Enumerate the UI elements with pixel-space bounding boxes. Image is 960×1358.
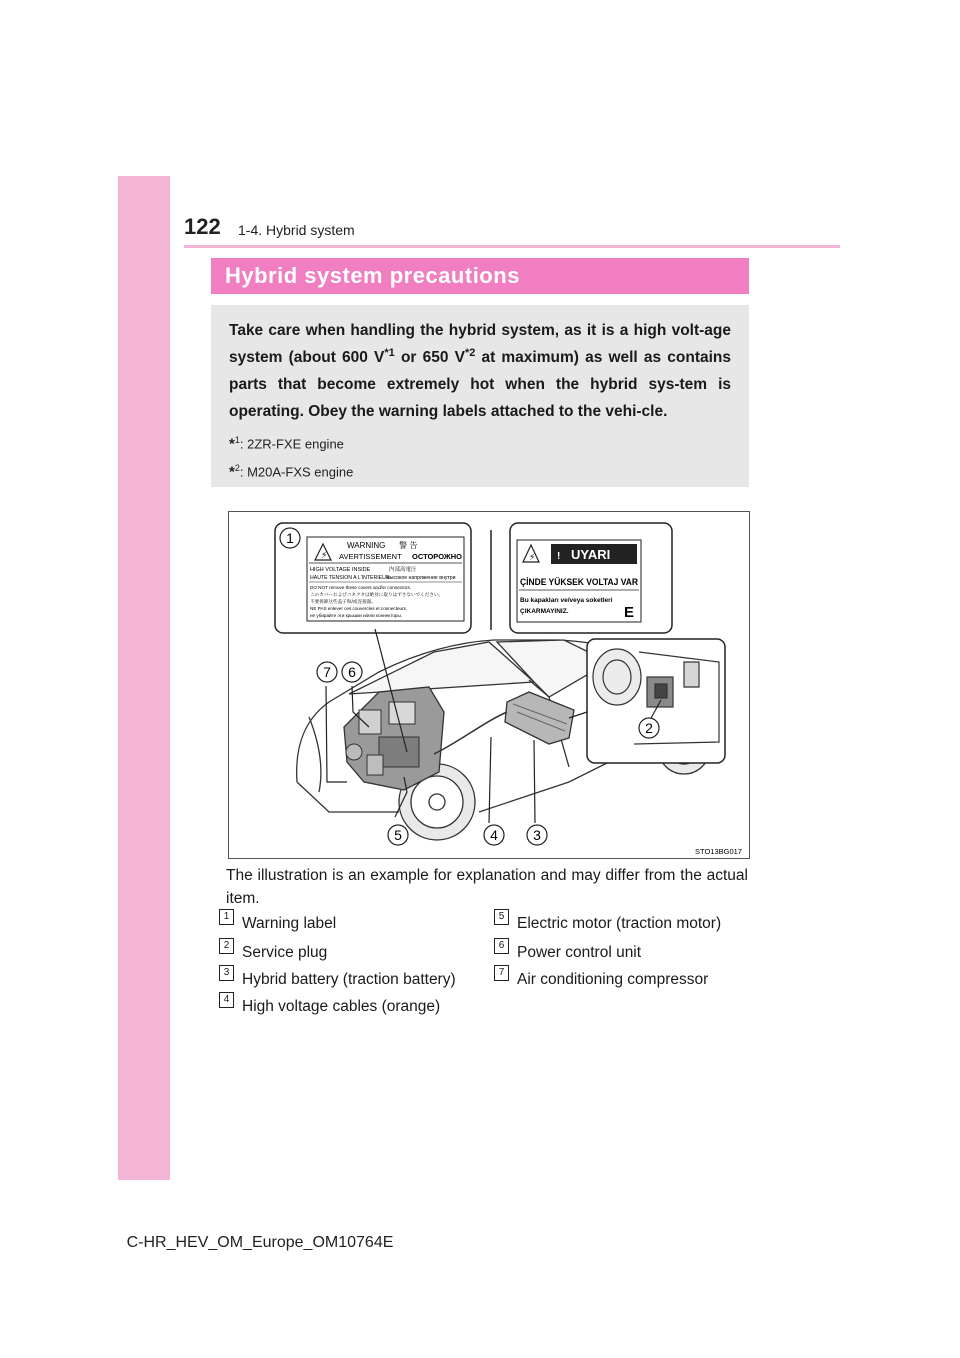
svg-text:Bu kapakları ve/veya soketleri: Bu kapakları ve/veya soketleri xyxy=(520,597,613,604)
footnote-2: *$^2$: M20A-FXS engine xyxy=(229,463,354,481)
callout-1 xyxy=(280,528,300,548)
page-number: 122 xyxy=(184,214,221,239)
document-footer: C-HR_HEV_OM_Europe_OM10764E xyxy=(126,1234,394,1251)
svg-text:1: 1 xyxy=(286,530,294,546)
svg-text:このカバーおよびコネクタは絶対に取りはずさないでください。: このカバーおよびコネクタは絶対に取りはずさないでください。 xyxy=(310,593,444,598)
label-uyari-text: UYARI xyxy=(571,547,611,562)
svg-text:⚡: ⚡ xyxy=(321,551,328,561)
label-ru-text: ОСТОРОЖНО xyxy=(412,552,462,561)
label-warning-text: WARNING xyxy=(347,541,386,550)
svg-text:DO NOT remove these covers and: DO NOT remove these covers and/or connectors. xyxy=(310,585,412,590)
footnote-mark-1: *1 xyxy=(384,346,395,359)
figure-caption: The illustration is an example for explanation and may differ from the actual item. xyxy=(226,867,748,907)
footnote-1: *$^1$: 2ZR-FXE engine xyxy=(229,435,344,453)
callout-7 xyxy=(317,662,337,682)
figure-code: STO13BG017 xyxy=(695,847,742,856)
label-avert-text: AVERTISSEMENT xyxy=(339,552,402,561)
intro-box xyxy=(211,305,749,487)
svg-text:⚡: ⚡ xyxy=(529,553,536,563)
intro-text-a: Take care when handling the hybrid system, as it is a high volt-age system (about 600 V xyxy=(229,322,731,366)
svg-text:5: 5 xyxy=(394,827,402,843)
svg-text:内部高電圧: 内部高電圧 xyxy=(389,567,417,573)
intro-text-c: at maximum) as well as contains parts that become extremely hot when the hybrid sys-tem is operating. Obey the warning labels attached to the vehi-cle. xyxy=(229,349,731,420)
header-rule xyxy=(184,245,840,248)
intro-text-b: or 650 V xyxy=(394,349,465,366)
svg-text:7: 7 xyxy=(323,664,331,680)
svg-text:NE PAS enlever ces couvercles: NE PAS enlever ces couvercles et connecteurs. xyxy=(310,606,408,611)
svg-text:HAUTE TENSION A L'INTERIEUR: HAUTE TENSION A L'INTERIEUR xyxy=(310,575,390,581)
svg-text:ÇİNDE YÜKSEK VOLTAJ VAR: ÇİNDE YÜKSEK VOLTAJ VAR xyxy=(520,577,639,588)
svg-text:!: ! xyxy=(557,551,561,562)
svg-text:6: 6 xyxy=(348,664,356,680)
svg-text:3: 3 xyxy=(533,827,541,843)
svg-text:ÇIKARMAYINIZ.: ÇIKARMAYINIZ. xyxy=(520,608,569,615)
section-title: Hybrid system precautions xyxy=(211,258,749,294)
label-jp-text: 警 告 xyxy=(399,541,418,550)
callout-3 xyxy=(527,825,547,845)
svg-text:E: E xyxy=(624,604,635,621)
high-voltage-cable xyxy=(434,712,507,754)
callout-6 xyxy=(342,662,362,682)
footnote-mark-2: *2 xyxy=(464,346,476,359)
svg-text:высокое напряжение внутри: высокое напряжение внутри xyxy=(387,575,456,581)
callout-5 xyxy=(388,825,408,845)
svg-text:不要拆卸这些盖子和/或连接器。: 不要拆卸这些盖子和/或连接器。 xyxy=(310,600,376,605)
chapter-side-tab xyxy=(118,176,170,1180)
callout-4 xyxy=(484,825,504,845)
intro-paragraph xyxy=(229,317,731,425)
svg-text:4: 4 xyxy=(490,827,498,843)
car-diagram xyxy=(229,512,749,858)
svg-text:HIGH VOLTAGE INSIDE: HIGH VOLTAGE INSIDE xyxy=(310,567,371,573)
hybrid-battery xyxy=(505,692,574,744)
svg-text:не убирайте эти крышки и/или к: не убирайте эти крышки и/или коннекторы. xyxy=(310,613,403,618)
svg-text:2: 2 xyxy=(645,720,653,736)
callout-2 xyxy=(639,718,659,738)
hybrid-system-illustration xyxy=(228,511,750,859)
section-header: 1-4. Hybrid system xyxy=(238,222,355,238)
